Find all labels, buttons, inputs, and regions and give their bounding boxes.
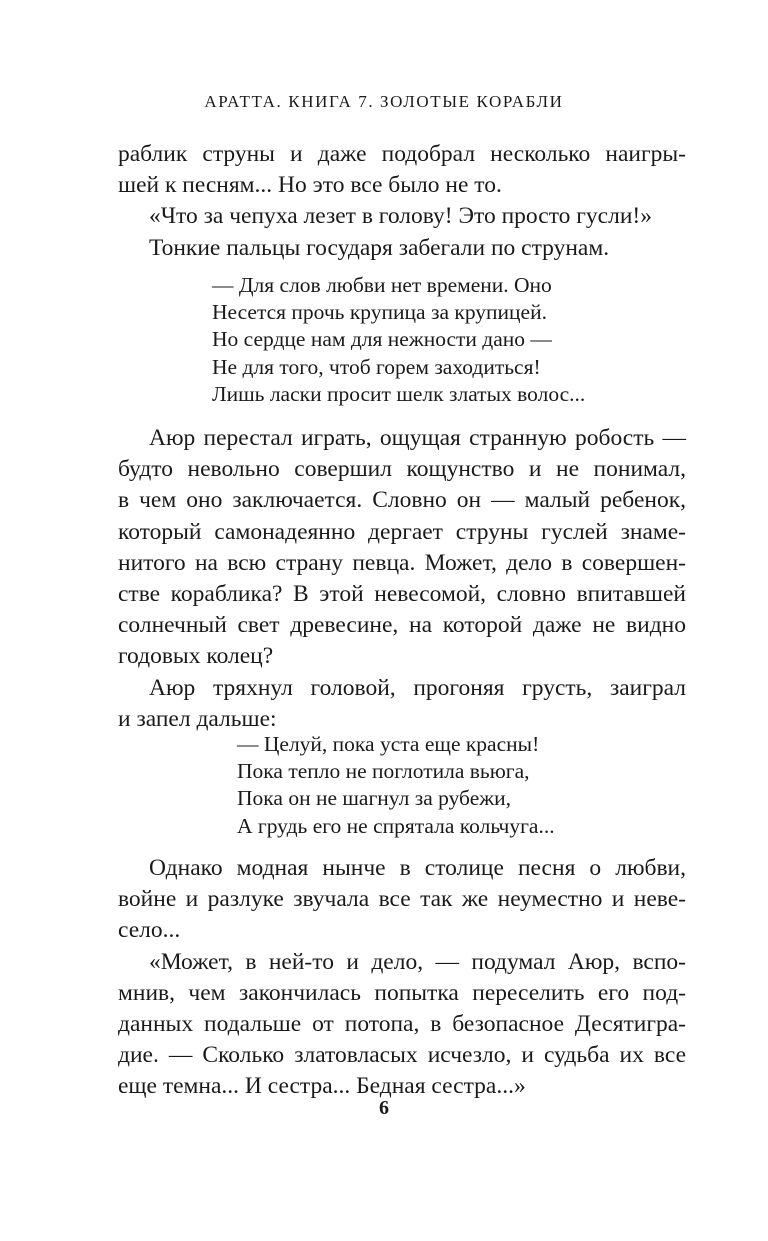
verse-line: Не для того, чтоб горем заходиться!: [212, 354, 541, 379]
text-line: село...: [118, 917, 181, 944]
text-line: будто невольно совершил кощунство и не понимал,: [118, 456, 686, 483]
text-line: Тонкие пальцы государя забегали по струнам.: [149, 234, 610, 261]
verse-line: Пока он не шагнул за рубежи,: [237, 786, 511, 811]
text-line: «Может, в ней-то и дело, — подумал Аюр, вспо-: [149, 948, 686, 975]
running-head: АРАТТА. КНИГА 7. ЗОЛОТЫЕ КОРАБЛИ: [204, 92, 564, 111]
verse-line: — Для слов любви нет времени. Оно: [212, 273, 552, 297]
text-line: дие. — Сколько златовласых исчезло, и судьба их все: [118, 1042, 686, 1069]
verse-block-1: [212, 272, 585, 408]
text-line: шей к песням... Но это все было не то.: [118, 172, 502, 199]
text-line: который самонадеянно дергает струны гуслей знаме-: [118, 518, 686, 545]
verse-line: Пока тепло не поглотила вьюга,: [237, 759, 530, 784]
prose-block-3: [118, 853, 686, 1103]
verse-line: Несется прочь крупица за крупицей.: [212, 300, 547, 325]
text-line: Аюр перестал играть, ощущая странную робость —: [149, 425, 686, 451]
verse-line: Но сердце нам для нежности дано —: [212, 327, 552, 352]
verse-line: — Целуй, пока уста еще красны!: [237, 732, 540, 756]
page-number: 6: [379, 1097, 389, 1119]
verse-line: А грудь его не спрятала кольчуга...: [237, 813, 555, 838]
text-line: раблик струны и даже подобрал несколько наигры-: [118, 141, 686, 167]
text-line: данных подальше от потопа, в безопасное Десятигра-: [118, 1011, 686, 1038]
text-line: мнив, чем закончилась попытка переселить его под-: [118, 979, 686, 1006]
text-line: Однако модная нынче в столице песня о любви,: [149, 855, 686, 881]
text-line: еще темна... И сестра... Бедная сестра...»: [118, 1073, 526, 1100]
verse-block-2: [237, 731, 555, 840]
text-line: солнечный свет древесине, на которой даже не видно: [118, 612, 686, 639]
text-line: в чем оно заключается. Словно он — малый ребенок,: [118, 487, 686, 514]
text-line: стве кораблика? В этой невесомой, словно впитавшей: [118, 581, 686, 608]
text-line: войне и разлуке звучала все так же неуместно и неве-: [118, 886, 686, 913]
prose-block-2: [118, 423, 686, 735]
text-line: и запел дальше:: [118, 705, 277, 732]
text-line: «Что за чепуха лезет в голову! Это просто гусли!»: [149, 203, 652, 230]
prose-block-1: [118, 139, 686, 264]
text-line: Аюр тряхнул головой, прогоняя грусть, заиграл: [149, 674, 686, 701]
verse-line: Лишь ласки просит шелк златых волос...: [212, 381, 586, 406]
text-line: годовых колец?: [118, 643, 274, 670]
text-line: нитого на всю страну певца. Может, дело в совершен-: [118, 549, 686, 576]
